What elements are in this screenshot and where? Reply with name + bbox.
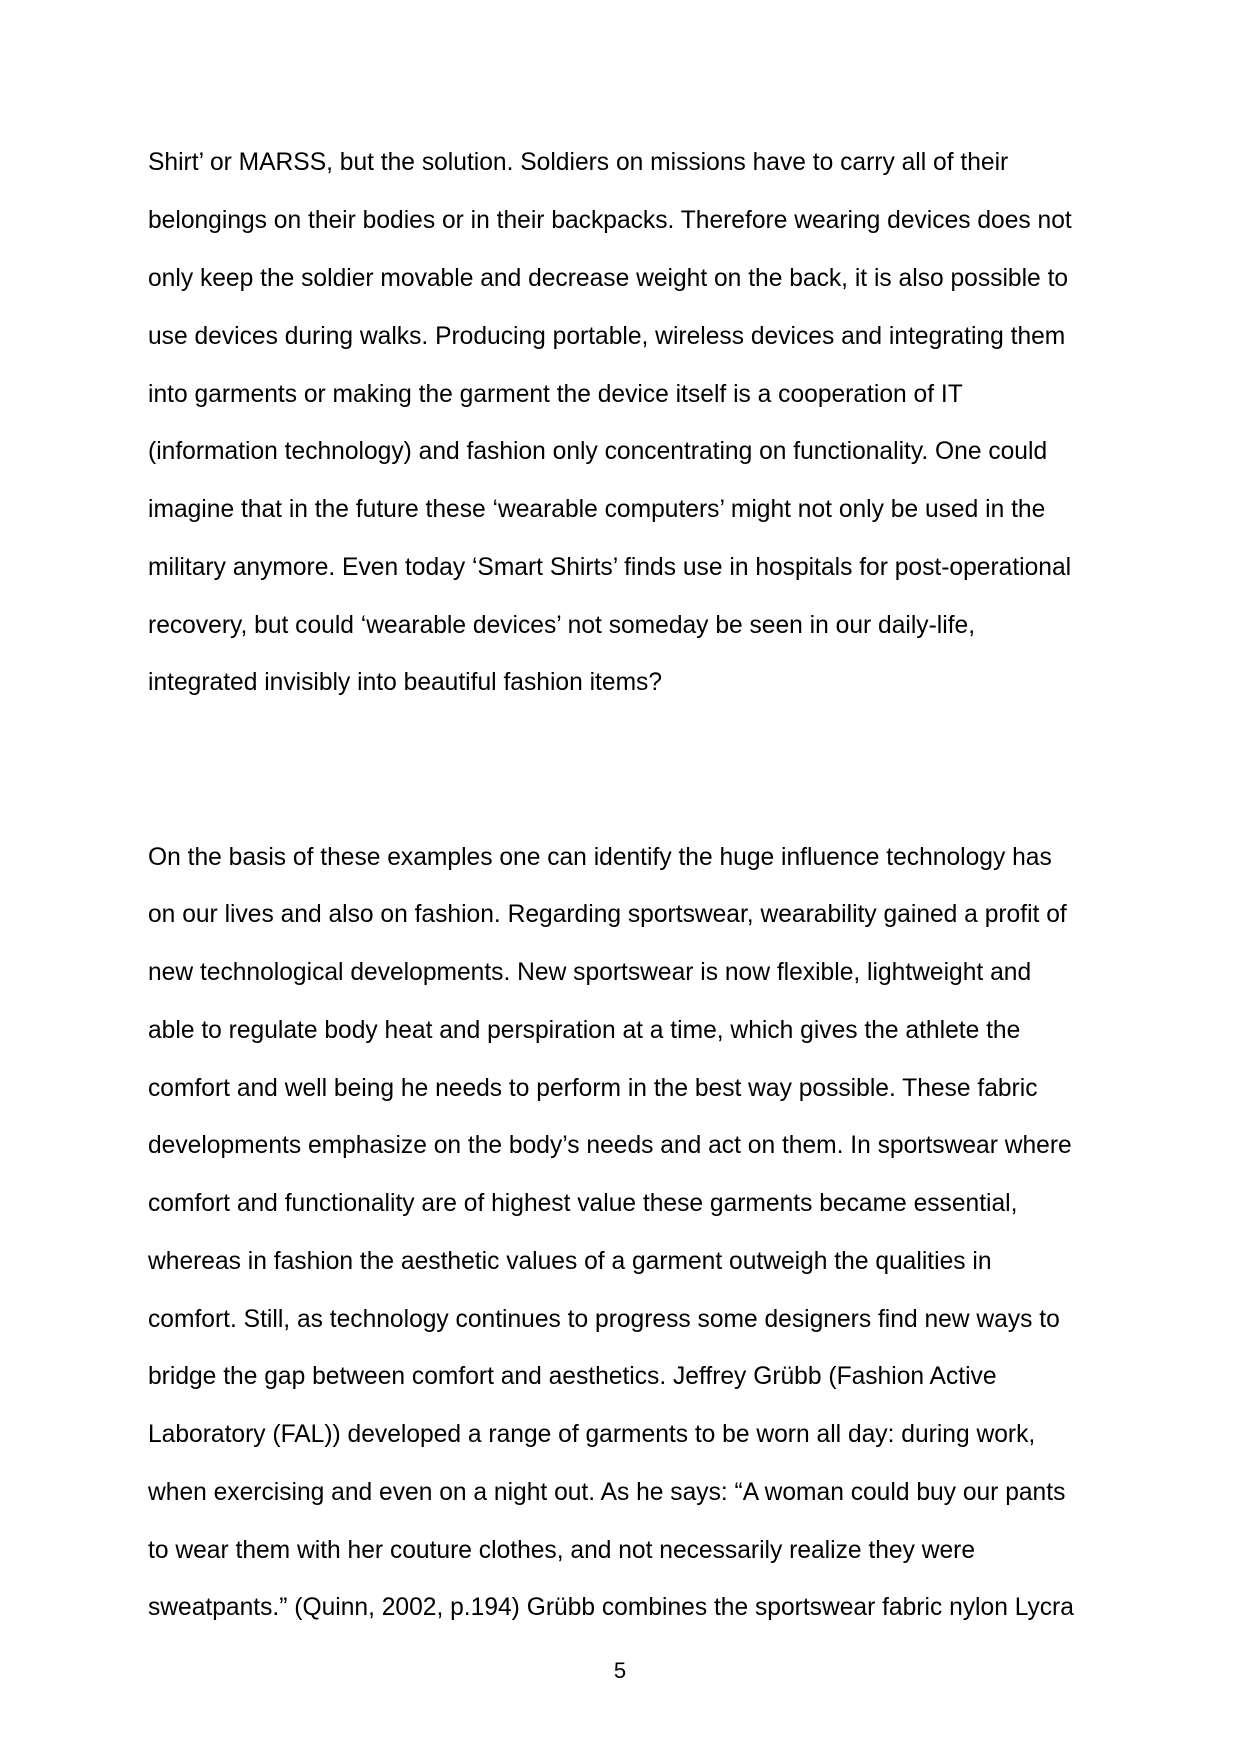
text-line: comfort and well being he needs to perform in the best way possible. These fabric: [148, 1075, 1038, 1102]
text-line: military anymore. Even today ‘Smart Shirts’ finds use in hospitals for post-operational: [148, 554, 1072, 581]
text-line: on our lives and also on fashion. Regarding sportswear, wearability gained a profit of: [148, 901, 1067, 928]
page-number: 5: [613, 1658, 627, 1683]
text-line: able to regulate body heat and perspiration at a time, which gives the athlete the: [148, 1017, 1021, 1044]
text-line: Laboratory (FAL)) developed a range of garments to be worn all day: during work,: [148, 1421, 1036, 1448]
text-line: into garments or making the garment the device itself is a cooperation of IT: [148, 381, 963, 408]
text-line: comfort and functionality are of highest value these garments became essential,: [148, 1190, 1018, 1217]
text-line: when exercising and even on a night out. As he says: “A woman could buy our pants: [148, 1479, 1066, 1506]
text-line: comfort. Still, as technology continues to progress some designers find new ways to: [148, 1306, 1060, 1333]
text-line: integrated invisibly into beautiful fashion items?: [148, 669, 663, 696]
text-line: Shirt’ or MARSS, but the solution. Soldiers on missions have to carry all of their: [148, 149, 1009, 176]
text-line: On the basis of these examples one can identify the huge influence technology has: [148, 844, 1052, 871]
text-line: sweatpants.” (Quinn, 2002, p.194) Grübb combines the sportswear fabric nylon Lycra: [148, 1594, 1074, 1621]
text-line: imagine that in the future these ‘wearable computers’ might not only be used in the: [148, 496, 1046, 523]
text-line: recovery, but could ‘wearable devices’ not someday be seen in our daily-life,: [148, 612, 976, 639]
text-line: use devices during walks. Producing portable, wireless devices and integrating them: [148, 323, 1066, 350]
text-line: belongings on their bodies or in their backpacks. Therefore wearing devices does not: [148, 207, 1072, 234]
text-line: developments emphasize on the body’s needs and act on them. In sportswear where: [148, 1132, 1072, 1159]
text-line: only keep the soldier movable and decrease weight on the back, it is also possible to: [148, 265, 1069, 292]
text-line: (information technology) and fashion only concentrating on functionality. One could: [148, 438, 1048, 465]
text-line: to wear them with her couture clothes, and not necessarily realize they were: [148, 1537, 976, 1564]
text-line: new technological developments. New sportswear is now flexible, lightweight and: [148, 959, 1032, 986]
text-line: whereas in fashion the aesthetic values of a garment outweigh the qualities in: [148, 1248, 992, 1275]
text-line: bridge the gap between comfort and aesthetics. Jeffrey Grübb (Fashion Active: [148, 1363, 997, 1390]
